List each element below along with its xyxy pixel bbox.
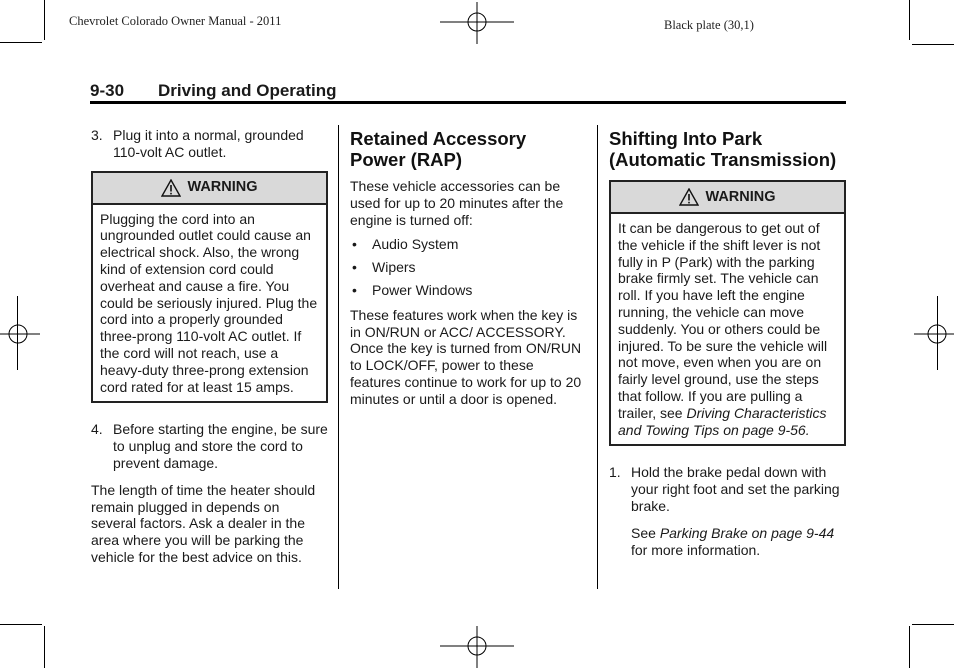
bullet: • — [352, 259, 357, 276]
registration-mark-left-icon — [0, 314, 40, 354]
warning-box — [91, 171, 328, 404]
list-item: • Audio System — [352, 236, 459, 253]
paragraph: These vehicle accessories can be used for up to 20 minutes after the engine is turned off: — [350, 178, 564, 228]
warning-header — [93, 173, 326, 205]
warning-triangle-icon — [679, 188, 699, 206]
list-item: • Wipers — [352, 259, 416, 276]
column-1 — [91, 127, 328, 574]
heading-shifting-park: Shifting Into Park (Automatic Transmission) — [609, 128, 837, 170]
cross-reference: Parking Brake on page 9-44 — [659, 524, 835, 541]
warning-header — [611, 182, 844, 214]
step-1 — [609, 464, 846, 514]
cross-reference: Driving Characteristics and Towing Tips on page 9-56. — [618, 404, 827, 438]
section-divider — [90, 101, 846, 104]
registration-mark-right-icon — [914, 314, 954, 354]
step-text: Hold the brake pedal down with your right foot and set the parking brake. — [631, 464, 840, 514]
bullet: • — [352, 281, 357, 298]
manual-title: Chevrolet Colorado Owner Manual - 2011 — [69, 14, 282, 28]
paragraph: These features work when the key is in ON/RUN or ACC/ ACCESSORY. Once the key is turned from ON/RUN to LOCK/OFF, power to these features continue to work for up to 20 minutes or until a door is opened. — [350, 306, 582, 407]
warning-box — [609, 180, 846, 446]
warning-triangle-icon — [161, 179, 181, 197]
section-number: 9-30 — [90, 81, 125, 100]
accessory-list — [350, 236, 586, 298]
step-text: Before starting the engine, be sure to unplug and store the cord to prevent damage. — [113, 421, 328, 471]
bullet: • — [352, 236, 357, 253]
column-2 — [350, 128, 586, 416]
step-number: 3. — [91, 127, 103, 143]
warning-text: It can be dangerous to get out of the vehicle if the shift lever is not fully in P (Park) with the parking brake firmly set. The vehicle can roll. If you have left the engine running, the vehicle can move suddenly. You or others could be injured. To be sure the vehicle will not move, even when you are on fairly level ground, use the steps that follow. If you are pulling a trailer, see Driving Characteristics and Towing Tips on page 9-56. — [618, 220, 828, 438]
see-reference: See Parking Brake on page 9-44 for more information. — [631, 524, 835, 558]
list-item: • Power Windows — [352, 281, 473, 298]
step-number: 4. — [91, 421, 103, 438]
section-title: Driving and Operating — [158, 81, 337, 100]
column-divider — [597, 125, 598, 589]
column-divider — [338, 125, 339, 589]
plate-label: Black plate (30,1) — [664, 18, 754, 32]
warning-label: WARNING — [705, 188, 776, 205]
column-3 — [609, 128, 846, 566]
warning-label: WARNING — [187, 179, 258, 196]
step-4 — [91, 421, 328, 471]
step-number: 1. — [609, 464, 621, 481]
warning-text: Plugging the cord into an ungrounded outlet could cause an electrical shock. Also, the wrong kind of extension cord could overheat and cause a fire. You could be seriously injured. Plug the cord into a properly grounded three-prong 110-volt AC outlet. If the cord will not reach, use a heavy-duty three-prong extension cord rated for at least 15 amps. — [100, 210, 318, 395]
registration-mark-bottom-icon — [440, 626, 514, 668]
registration-mark-top-icon — [440, 2, 514, 44]
step-3 — [91, 127, 328, 161]
step-text: Plug it into a normal, grounded 110-volt AC outlet. — [113, 127, 304, 160]
heading-rap: Retained Accessory Power (RAP) — [350, 128, 527, 170]
paragraph: The length of time the heater should remain plugged in depends on several factors. Ask a dealer in the area where you will be parking the vehicle for the best advice on this. — [91, 481, 316, 565]
